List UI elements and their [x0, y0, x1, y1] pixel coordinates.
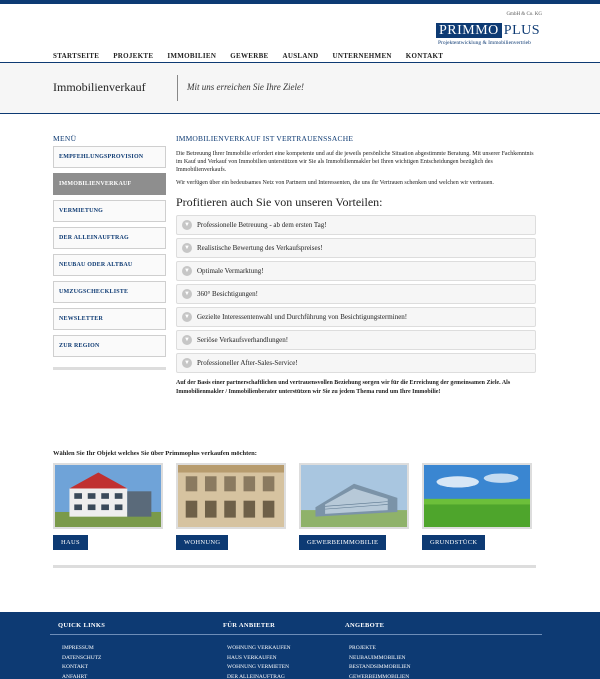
nav-ausland[interactable]: AUSLAND — [282, 52, 319, 60]
logo-primmo: PRIMMO — [436, 23, 502, 38]
wohnung-button[interactable]: WOHNUNG — [176, 535, 228, 550]
footer-angebote-title: ANGEBOTE — [345, 622, 385, 629]
footer — [0, 612, 600, 679]
commercial-building-image[interactable] — [299, 463, 409, 529]
object-card-haus — [53, 463, 163, 550]
footer-link-alleinauftrag[interactable]: DER ALLEINAUFTRAG — [227, 673, 285, 679]
sidebar-item-neubau-altbau[interactable]: NEUBAU ODER ALTBAU — [53, 254, 166, 276]
sidebar-title: MENÜ — [53, 134, 77, 143]
nav-kontakt[interactable]: KONTAKT — [405, 52, 444, 60]
sidebar-item-empfehlungsprovision[interactable]: EMPFEHLUNGSPROVISION — [53, 146, 166, 168]
benefit-label: Professioneller After-Sales-Service! — [197, 359, 298, 367]
chevron-down-icon: ▼ — [182, 358, 192, 368]
benefit-label: Optimale Vermarktung! — [197, 267, 264, 275]
benefit-label: 360° Besichtigungen! — [197, 290, 258, 298]
sidebar-menu — [53, 134, 166, 370]
top-accent-bar — [0, 0, 600, 4]
apartment-image[interactable] — [176, 463, 286, 529]
benefit-label: Professionelle Betreuung - ab dem ersten Tag! — [197, 221, 327, 229]
footer-fuer-anbieter-title: FÜR ANBIETER — [223, 622, 276, 629]
object-card-wohnung — [176, 463, 286, 550]
benefit-item[interactable] — [176, 353, 536, 373]
house-image[interactable] — [53, 463, 163, 529]
haus-button[interactable]: HAUS — [53, 535, 88, 550]
footer-link-kontakt[interactable]: KONTAKT — [62, 664, 89, 670]
chevron-down-icon: ▼ — [182, 335, 192, 345]
nav-immobilien[interactable]: IMMOBILIEN — [167, 52, 217, 60]
hero-divider — [177, 75, 178, 101]
hero-slogan: Mit uns erreichen Sie Ihre Ziele! — [187, 82, 305, 92]
benefit-item[interactable] — [176, 307, 536, 327]
benefits-heading: Profitieren auch Sie von unseren Vorteilen: — [176, 195, 383, 209]
footer-link-wohnung-verkaufen[interactable]: WOHNUNG VERKAUFEN — [227, 645, 291, 651]
footer-link-projekte[interactable]: PROJEKTE — [349, 645, 376, 651]
intro-paragraph: Die Betreuung Ihrer Immobilie erfordert eine kompetente und auf die jeweils persönliche Situation abgestimmte Beratung. Mit unserer Fachkenntnis im Kauf und Verkauf von Immobilien unterstützen wir Sie als Immobilienmakler bei Ihren wichtigen Entscheidungen bezüglich des Immobilienverkaufs. — [176, 151, 534, 173]
chevron-down-icon: ▼ — [182, 243, 192, 253]
partnership-statement: Auf der Basis einer partnerschaftlichen und vertrauensvollen Beziehung sorgen wir für die Erreichung der gemeinsamen Ziele. Als Immobilienmakler / Immobilienberater unterstützen wir Sie zu jedem Thema rund um Ihre Immobilie! — [176, 380, 511, 395]
footer-link-impressum[interactable]: IMPRESSUM — [62, 645, 94, 651]
nav-gewerbe[interactable]: GEWERBE — [230, 52, 269, 60]
footer-link-neubauimmobilien[interactable]: NEUBAUIMMOBILIEN — [349, 654, 406, 661]
object-card-gewerbeimmobilie — [299, 463, 409, 550]
page-title: Immobilienverkauf — [53, 80, 146, 94]
footer-angebote — [345, 622, 411, 679]
sidebar-item-vermietung[interactable]: VERMIETUNG — [53, 200, 166, 222]
logo-tagline: Projektentwicklung & Immobilienvertrieb — [438, 40, 531, 46]
benefit-label: Realistische Bewertung des Verkaufspreises! — [197, 244, 323, 252]
footer-quick-links — [58, 622, 105, 679]
footer-link-gewerbeimmobilien[interactable]: GEWERBEIMMOBILIEN — [349, 673, 410, 679]
sidebar-item-alleinauftrag[interactable]: DER ALLEINAUFTRAG — [53, 227, 166, 249]
grundstueck-button[interactable]: GRUNDSTÜCK — [422, 535, 485, 550]
gewerbeimmobilie-button[interactable]: GEWERBEIMMOBILIE — [299, 535, 386, 550]
chevron-down-icon: ▼ — [182, 289, 192, 299]
sidebar-divider — [53, 367, 166, 370]
objects-title: Wählen Sie Ihr Objekt welches Sie über Primmoplus verkaufen möchten: — [53, 450, 257, 457]
benefit-item[interactable] — [176, 330, 536, 350]
footer-fuer-anbieter — [223, 622, 291, 679]
logo-wordmark — [436, 23, 542, 38]
nav-projekte[interactable]: PROJEKTE — [113, 52, 154, 60]
sidebar-item-immobilienverkauf[interactable]: IMMOBILIENVERKAUF — [53, 173, 166, 195]
land-plot-image[interactable] — [422, 463, 532, 529]
chevron-down-icon: ▼ — [182, 220, 192, 230]
section-heading: IMMOBILIENVERKAUF IST VERTRAUENSSACHE — [176, 134, 354, 143]
footer-link-anfahrt[interactable]: ANFAHRT — [62, 673, 88, 679]
network-paragraph: Wir verfügen über ein bedeutsames Netz von Partnern und Interessenten, die uns ihr Vertrauen schenken und welchen wir vertrauen. — [176, 180, 494, 186]
object-card-grundstueck — [422, 463, 532, 550]
page-hero-banner — [0, 62, 600, 114]
sidebar-item-zur-region[interactable]: ZUR REGION — [53, 335, 166, 357]
footer-link-wohnung-vermieten[interactable]: WOHNUNG VERMIETEN — [227, 664, 290, 670]
nav-startseite[interactable]: STARTSEITE — [53, 52, 100, 60]
benefit-item[interactable] — [176, 261, 536, 281]
chevron-down-icon: ▼ — [182, 266, 192, 276]
benefit-item[interactable] — [176, 215, 536, 235]
logo-plus: PLUS — [503, 23, 541, 38]
company-logo[interactable] — [436, 12, 542, 52]
chevron-down-icon: ▼ — [182, 312, 192, 322]
benefit-label: Seriöse Verkaufsverhandlungen! — [197, 336, 289, 344]
nav-unternehmen[interactable]: UNTERNEHMEN — [332, 52, 392, 60]
footer-quick-links-title: QUICK LINKS — [58, 622, 106, 629]
benefit-item[interactable] — [176, 238, 536, 258]
logo-legal-form: GmbH & Co. KG — [506, 12, 542, 17]
benefit-item[interactable] — [176, 284, 536, 304]
main-navigation — [53, 52, 443, 60]
main-content — [176, 134, 536, 396]
content-divider — [53, 565, 536, 568]
footer-link-bestandsimmobilien[interactable]: BESTANDSIMMOBILIEN — [349, 664, 411, 670]
footer-divider — [50, 634, 542, 635]
sidebar-item-umzugscheckliste[interactable]: UMZUGSCHECKLISTE — [53, 281, 166, 303]
sidebar-item-newsletter[interactable]: NEWSLETTER — [53, 308, 166, 330]
footer-link-haus-verkaufen[interactable]: HAUS VERKAUFEN — [227, 654, 277, 661]
footer-link-datenschutz[interactable]: DATENSCHUTZ — [62, 654, 102, 661]
benefit-label: Gezielte Interessentenwahl und Durchführung von Besichtigungsterminen! — [197, 313, 408, 321]
